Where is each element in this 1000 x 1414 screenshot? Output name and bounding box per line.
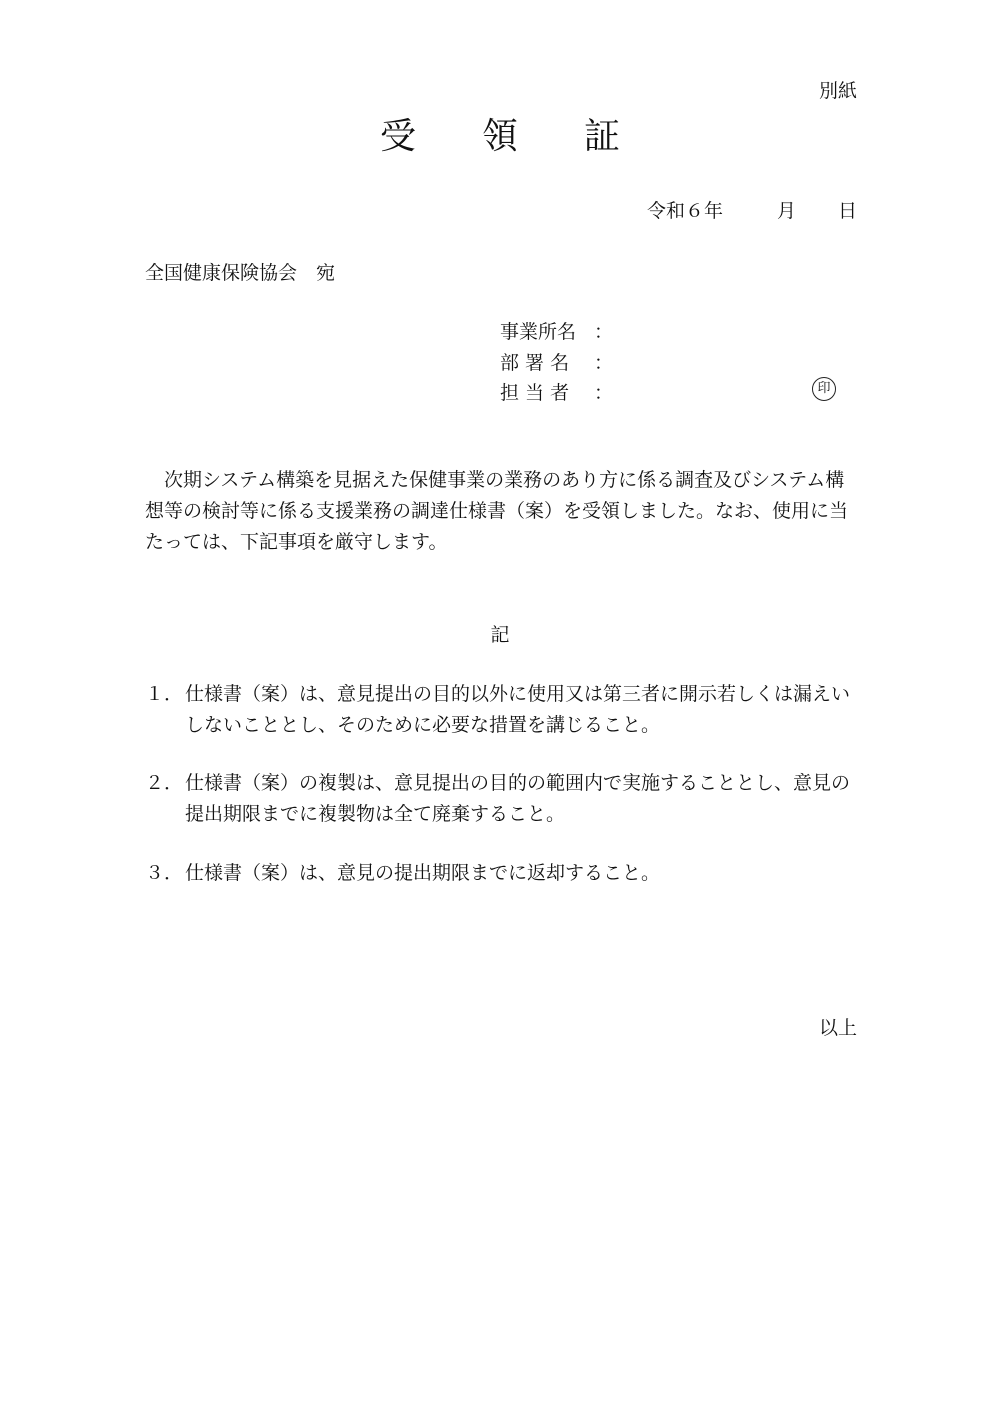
- sender-field-department: [500, 348, 614, 375]
- addressee: 全国健康保険協会 宛: [145, 262, 336, 284]
- sender-field-label: 部 署 名: [500, 352, 570, 374]
- date-month: 月: [776, 200, 796, 222]
- title-char: 領: [481, 116, 518, 157]
- title-char: 証: [584, 116, 621, 157]
- list-item-number: １．: [145, 683, 184, 705]
- sender-field-office: [500, 317, 614, 344]
- date-day: 日: [837, 200, 857, 222]
- date-era-year: 令和６年: [646, 200, 723, 222]
- ki-heading: 記: [490, 624, 510, 646]
- list-item-number: ３．: [145, 862, 184, 884]
- list-item-text: 仕様書（案）は、意見提出の目的以外に使用又は第三者に開示若しくは漏えいしないこととし、そのために必要な措置を講じること。: [185, 683, 851, 736]
- attachment-label: 別紙: [818, 80, 857, 102]
- list-item-text: 仕様書（案）は、意見の提出期限までに返却すること。: [185, 862, 661, 884]
- list-item: [145, 768, 860, 830]
- sender-field-colon: ：: [594, 382, 614, 404]
- body-paragraph: 次期システム構築を見据えた保健事業の業務のあり方に係る調査及びシステム構想等の検討等に係る支援業務の調達仕様書（案）を受領しました。なお、使用に当たっては、下記事項を厳守します。: [145, 469, 849, 553]
- date-line: [647, 196, 857, 223]
- document-title: [0, 108, 1000, 159]
- sender-field-person: [500, 378, 614, 405]
- list-item: [145, 679, 860, 741]
- list-item-number: ２．: [145, 772, 184, 794]
- title-char: 受: [379, 116, 416, 157]
- sender-field-label: 担 当 者: [500, 382, 570, 404]
- sender-field-label: 事業所名: [500, 321, 577, 343]
- sender-field-colon: ：: [594, 352, 614, 374]
- list-item-text: 仕様書（案）の複製は、意見提出の目的の範囲内で実施することとし、意見の提出期限までに複製物は全て廃棄すること。: [185, 772, 851, 825]
- seal-mark: 印: [812, 377, 836, 401]
- sender-field-colon: ：: [594, 321, 614, 343]
- list-item: [145, 858, 860, 889]
- closing-word: 以上: [818, 1017, 857, 1039]
